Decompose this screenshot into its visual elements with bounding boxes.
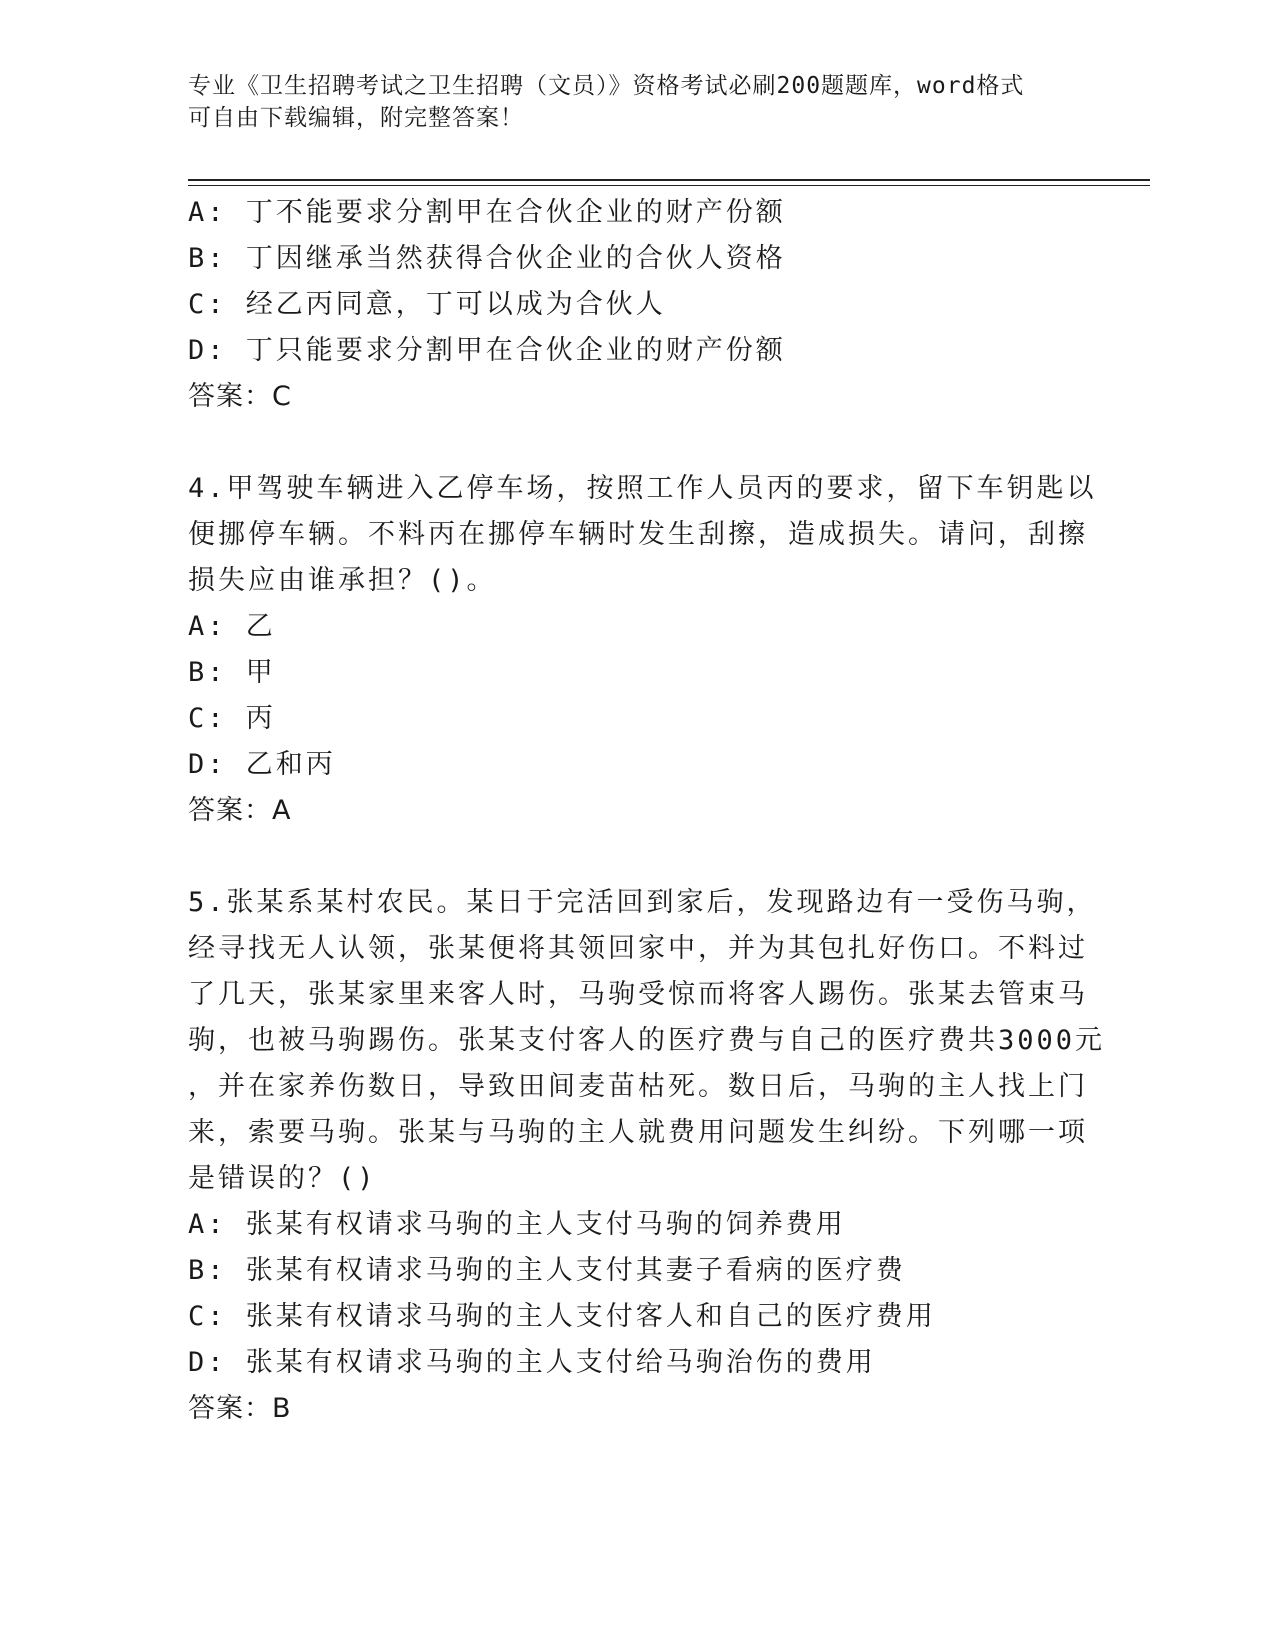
header-divider-thick <box>188 179 1150 181</box>
header-divider-thin <box>188 185 1150 186</box>
answer-line: 答案：B <box>188 1393 292 1424</box>
stem-line: 驹，也被马驹踢伤。张某支付客人的医疗费与自己的医疗费共3000元 <box>188 1025 1106 1056</box>
option-d: D: 张某有权请求马驹的主人支付给马驹治伤的费用 <box>188 1347 876 1378</box>
header-line-2: 可自由下载编辑，附完整答案！ <box>188 105 524 131</box>
option-c: C: 丙 <box>188 703 276 734</box>
option-d: D: 乙和丙 <box>188 749 336 780</box>
stem-line: 经寻找无人认领，张某便将其领回家中，并为其包扎好伤口。不料过 <box>188 933 1088 964</box>
stem-line: 了几天，张某家里来客人时，马驹受惊而将客人踢伤。张某去管束马 <box>188 979 1088 1010</box>
stem-line: 便挪停车辆。不料丙在挪停车辆时发生刮擦，造成损失。请问，刮擦 <box>188 519 1088 550</box>
option-a: A: 丁不能要求分割甲在合伙企业的财产份额 <box>188 197 786 228</box>
stem-line: 是错误的？() <box>188 1163 377 1194</box>
option-b: B: 丁因继承当然获得合伙企业的合伙人资格 <box>188 243 786 274</box>
stem-line: 5.张某系某村农民。某日于完活回到家后，发现路边有一受伤马驹， <box>188 887 1097 918</box>
header-line-1: 专业《卫生招聘考试之卫生招聘（文员）》资格考试必刷200题题库，word格式 <box>188 73 1025 99</box>
option-b: B: 张某有权请求马驹的主人支付其妻子看病的医疗费 <box>188 1255 906 1286</box>
option-d: D: 丁只能要求分割甲在合伙企业的财产份额 <box>188 335 786 366</box>
document-header <box>188 70 1088 134</box>
answer-line: 答案：C <box>188 381 292 412</box>
question-5 <box>188 880 1106 1432</box>
answer-line: 答案：A <box>188 795 292 826</box>
option-a: A: 张某有权请求马驹的主人支付马驹的饲养费用 <box>188 1209 846 1240</box>
stem-line: 4.甲驾驶车辆进入乙停车场，按照工作人员丙的要求，留下车钥匙以 <box>188 473 1097 504</box>
spacer <box>188 420 1088 466</box>
stem-line: ，并在家养伤数日，导致田间麦苗枯死。数日后，马驹的主人找上门 <box>188 1071 1088 1102</box>
option-c: C: 经乙丙同意，丁可以成为合伙人 <box>188 289 666 320</box>
stem-line: 损失应由谁承担？()。 <box>188 565 497 596</box>
spacer <box>188 834 1088 880</box>
question-3 <box>188 190 1088 420</box>
stem-line: 来，索要马驹。张某与马驹的主人就费用问题发生纠纷。下列哪一项 <box>188 1117 1088 1148</box>
question-stem <box>188 466 1097 604</box>
question-4 <box>188 466 1097 834</box>
option-c: C: 张某有权请求马驹的主人支付客人和自己的医疗费用 <box>188 1301 936 1332</box>
question-stem <box>188 880 1106 1202</box>
option-b: B: 甲 <box>188 657 276 688</box>
question-list <box>188 190 1106 1432</box>
option-a: A: 乙 <box>188 611 276 642</box>
